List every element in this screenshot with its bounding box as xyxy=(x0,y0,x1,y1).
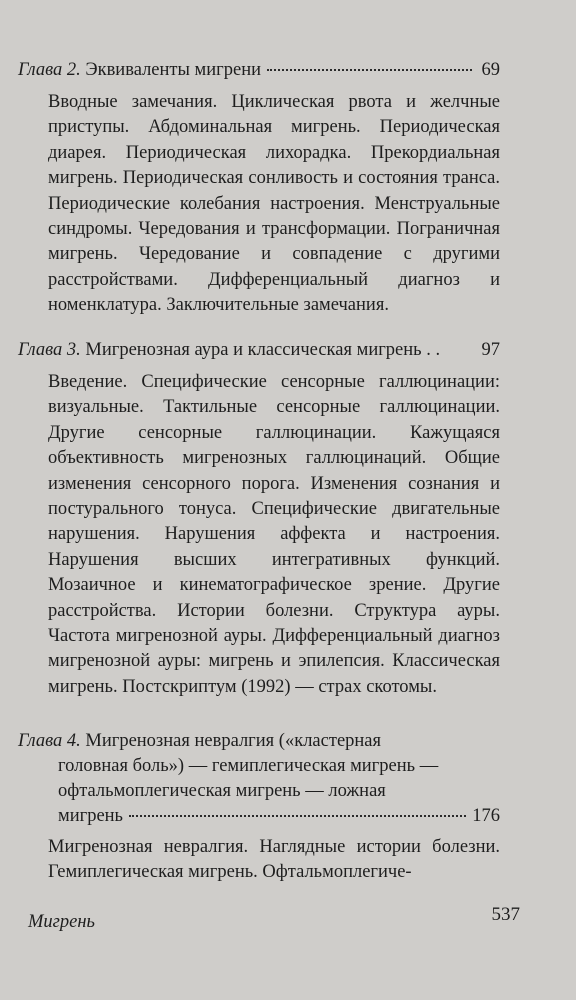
chapter-page-number: 97 xyxy=(481,340,500,360)
chapter-page-number: 69 xyxy=(481,60,500,80)
chapter-label: Глава 4. xyxy=(18,731,81,751)
toc-entry-chapter-4 xyxy=(18,729,500,886)
chapter-heading xyxy=(18,338,500,363)
chapter-title-line: мигрень xyxy=(58,806,123,826)
toc-entry-chapter-3 xyxy=(18,338,500,700)
chapter-summary: Мигренозная невралгия. Наглядные истории болезни. Гемиплегическая мигрень. Офтальмоплегиче- xyxy=(48,837,500,883)
chapter-label: Глава 2. xyxy=(18,60,81,80)
chapter-title-line: офтальмоплегическая мигрень — ложная xyxy=(58,781,386,801)
running-footer-title: Мигрень xyxy=(28,912,95,932)
leader-dots xyxy=(267,69,472,71)
page-number: 537 xyxy=(491,904,520,925)
chapter-title: Мигренозная аура и классическая мигрень . . xyxy=(80,340,441,360)
chapter-heading xyxy=(18,58,500,83)
chapter-heading xyxy=(18,729,500,829)
chapter-label: Глава 3. xyxy=(18,340,81,360)
chapter-title-line: головная боль») — гемиплегическая мигрень — xyxy=(58,756,439,776)
leader-dots xyxy=(129,815,466,817)
chapter-summary: Вводные замечания. Циклическая рвота и желчные приступы. Абдоминальная мигрень. Периодическая диарея. Периодическая лихорадка. Прекордиальная мигрень. Периодическая сонливость и состояния транса. Периодические колебания настроения. Менструальные синдромы. Чередования и трансформации. Пограничная мигрень. Чередование и совпадение с другими расстройствами. Дифференциальный диагноз и номенклатура. Заключительные замечания. xyxy=(48,92,500,316)
chapter-summary: Введение. Специфические сенсорные галлюцинации: визуальные. Тактильные сенсорные галлюцинации. Другие сенсорные галлюцинации. Кажущаяся объективность мигренозных галлюцинаций. Общие изменения сенсорного порога. Изменения сознания и постурального тонуса. Специфические двигательные нарушения. Нарушения аффекта и настроения. Нарушения высших интегративных функций. Мозаичное и кинематографическое зрение. Другие расстройства. Истории болезни. Структура ауры. Частота мигренозной ауры. Дифференциальный диагноз мигренозной ауры: мигрень и эпилепсия. Классическая мигрень. Постскриптум (1992) — страх скотомы. xyxy=(48,372,500,697)
chapter-title: Эквиваленты мигрени xyxy=(80,60,262,80)
toc-entry-chapter-2 xyxy=(18,58,500,319)
chapter-title-line: Мигренозная невралгия («кластерная xyxy=(80,731,382,751)
chapter-page-number: 176 xyxy=(472,806,500,826)
